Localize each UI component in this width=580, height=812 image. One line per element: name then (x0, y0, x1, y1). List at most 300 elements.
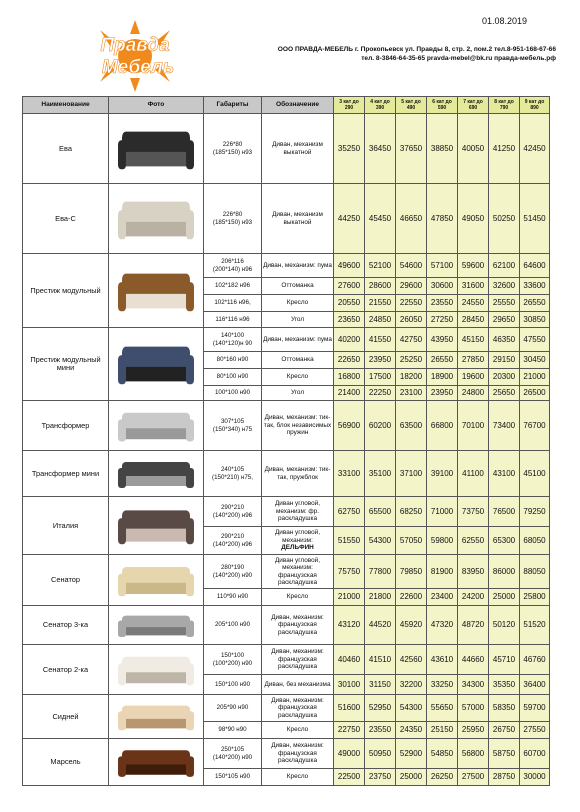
price-cell: 17500 (365, 369, 396, 386)
sofa-arm-right (186, 620, 194, 637)
price-cell: 33250 (427, 675, 458, 695)
document-date: 01.08.2019 (482, 16, 528, 26)
price-cell: 57100 (427, 254, 458, 278)
corner-sofa-pattern-icon (116, 500, 196, 552)
sofa-seat (120, 221, 192, 236)
sofa-arm-right (186, 711, 194, 730)
sofa-back (122, 567, 190, 585)
sofa-arm-left (118, 711, 126, 730)
price-cell: 26550 (427, 352, 458, 369)
table-row (23, 739, 550, 769)
price-cell: 39100 (427, 451, 458, 497)
price-cell: 54850 (427, 739, 458, 769)
product-description: Диван, механизм выкатной (262, 114, 334, 184)
sofa-arm-left (118, 355, 126, 384)
price-cell: 27250 (427, 312, 458, 328)
product-description: Угол (262, 312, 334, 328)
sofa-arm-left (118, 210, 126, 239)
price-cell: 22500 (334, 769, 365, 786)
price-cell: 57000 (458, 695, 489, 722)
price-cell: 49050 (458, 184, 489, 254)
table-row (23, 401, 550, 451)
price-cell: 43950 (427, 328, 458, 352)
price-cell: 18200 (396, 369, 427, 386)
product-description: Кресло (262, 769, 334, 786)
product-description: Оттоманка (262, 278, 334, 295)
price-cell: 70100 (458, 401, 489, 451)
price-cell: 83950 (458, 555, 489, 589)
price-cell: 27600 (334, 278, 365, 295)
corner-sofa-brown-icon (116, 262, 196, 320)
product-description: Диван, механизм: тик-так, блок независимых пружин (262, 401, 334, 451)
sofa-arm-left (118, 140, 126, 169)
price-cell: 44660 (458, 645, 489, 675)
price-cell: 42450 (520, 114, 550, 184)
price-cell: 58350 (489, 695, 520, 722)
product-name: Трансформер мини (23, 451, 109, 497)
product-description: Кресло (262, 722, 334, 739)
price-cell: 30600 (427, 278, 458, 295)
price-cell: 25250 (396, 352, 427, 369)
price-cell: 26250 (427, 769, 458, 786)
price-cell: 43610 (427, 645, 458, 675)
price-cell: 59800 (427, 527, 458, 555)
price-cell: 21000 (334, 589, 365, 606)
product-description: Диван угловой, механизм: ДЕЛЬФИН (262, 527, 334, 555)
price-cell: 42560 (396, 645, 427, 675)
product-size: 110*90 н90 (204, 589, 262, 606)
price-cell: 35100 (365, 451, 396, 497)
price-cell: 45710 (489, 645, 520, 675)
product-size: 80*100 н90 (204, 369, 262, 386)
price-cell: 22250 (365, 386, 396, 401)
product-photo (109, 401, 204, 451)
product-name: Сенатор 3-ка (23, 606, 109, 645)
header-cat-7: 7 кат до 690 (458, 97, 489, 114)
product-size: 150*100 (100*200) н90 (204, 645, 262, 675)
price-cell: 30000 (520, 769, 550, 786)
product-size: 80*160 н90 (204, 352, 262, 369)
price-cell: 51450 (520, 184, 550, 254)
product-size: 116*116 н96 (204, 312, 262, 328)
price-cell: 30100 (334, 675, 365, 695)
product-description: Диван, механизм выкатной (262, 184, 334, 254)
price-cell: 54300 (365, 527, 396, 555)
product-description: Диван, механизм: пума (262, 254, 334, 278)
price-cell: 60700 (520, 739, 550, 769)
header-name: Наименование (23, 97, 109, 114)
sofa-light-icon (116, 190, 196, 248)
price-cell: 81900 (427, 555, 458, 589)
sofa-pattern-icon (116, 454, 196, 494)
price-cell: 59700 (520, 695, 550, 722)
price-cell: 19600 (458, 369, 489, 386)
price-cell: 37650 (396, 114, 427, 184)
product-description: Угол (262, 386, 334, 401)
header-desc: Обозначение (262, 97, 334, 114)
price-cell: 35250 (334, 114, 365, 184)
header-cat-8: 8 кат до 790 (489, 97, 520, 114)
price-cell: 79250 (520, 497, 550, 527)
price-cell: 52900 (396, 739, 427, 769)
price-cell: 36400 (520, 675, 550, 695)
price-cell: 30850 (520, 312, 550, 328)
price-cell: 62550 (458, 527, 489, 555)
price-cell: 46650 (396, 184, 427, 254)
sofa-arm-right (186, 756, 194, 777)
price-cell: 79850 (396, 555, 427, 589)
sofa-back (122, 131, 190, 154)
product-photo (109, 695, 204, 739)
price-cell: 54300 (396, 695, 427, 722)
product-size: 150*100 н90 (204, 675, 262, 695)
price-cell: 30450 (520, 352, 550, 369)
price-cell: 18900 (427, 369, 458, 386)
price-cell: 40460 (334, 645, 365, 675)
price-cell: 22550 (396, 295, 427, 312)
product-name: Ева-С (23, 184, 109, 254)
product-description: Оттоманка (262, 352, 334, 369)
sofa-back (122, 656, 190, 674)
product-size: 290*210 (140*200) н96 (204, 497, 262, 527)
price-cell: 48720 (458, 606, 489, 645)
product-photo (109, 497, 204, 555)
price-cell: 33600 (520, 278, 550, 295)
price-cell: 56800 (458, 739, 489, 769)
price-cell: 16800 (334, 369, 365, 386)
price-cell: 42750 (396, 328, 427, 352)
price-cell: 26750 (489, 722, 520, 739)
price-cell: 73750 (458, 497, 489, 527)
sofa-seat (120, 428, 192, 439)
price-cell: 49000 (334, 739, 365, 769)
product-size: 226*80 (185*150) н93 (204, 184, 262, 254)
price-cell: 47550 (520, 328, 550, 352)
price-cell: 66800 (427, 401, 458, 451)
price-table (22, 96, 550, 786)
price-cell: 28450 (458, 312, 489, 328)
sofa-back (122, 347, 190, 370)
sofa-grey-icon (116, 404, 196, 448)
table-row (23, 695, 550, 722)
product-size: 140*100 (140*120)н 90 (204, 328, 262, 352)
sofa-arm-right (186, 419, 194, 441)
product-name: Престиж модульный (23, 254, 109, 328)
product-size: 205*100 н90 (204, 606, 262, 645)
price-cell: 21550 (365, 295, 396, 312)
price-cell: 54600 (396, 254, 427, 278)
price-cell: 37100 (396, 451, 427, 497)
sofa-arm-right (186, 663, 194, 685)
price-cell: 22650 (334, 352, 365, 369)
sofa-silver-icon (116, 609, 196, 642)
sofa-seat (120, 476, 192, 486)
product-name: Сенатор (23, 555, 109, 606)
price-cell: 23950 (365, 352, 396, 369)
product-name: Сенатор 2-ка (23, 645, 109, 695)
price-cell: 50950 (365, 739, 396, 769)
price-cell: 47850 (427, 184, 458, 254)
sofa-seat (120, 718, 192, 728)
sofa-back (122, 750, 190, 766)
price-cell: 60200 (365, 401, 396, 451)
price-cell: 34300 (458, 675, 489, 695)
price-cell: 23750 (365, 769, 396, 786)
product-size: 102*116 н96, (204, 295, 262, 312)
product-size: 98*90 н90 (204, 722, 262, 739)
price-cell: 25800 (520, 589, 550, 606)
product-photo (109, 555, 204, 606)
product-name: Италия (23, 497, 109, 555)
sofa-back (122, 705, 190, 720)
price-cell: 45920 (396, 606, 427, 645)
product-name: Марсель (23, 739, 109, 786)
sofa-seat (120, 293, 192, 308)
sofa-arm-left (118, 419, 126, 441)
product-photo (109, 645, 204, 695)
price-cell: 52100 (365, 254, 396, 278)
price-cell: 22600 (396, 589, 427, 606)
price-cell: 31150 (365, 675, 396, 695)
sofa-back (122, 510, 190, 531)
price-cell: 33100 (334, 451, 365, 497)
table-row (23, 555, 550, 589)
price-cell: 41100 (458, 451, 489, 497)
price-cell: 24800 (458, 386, 489, 401)
price-cell: 28750 (489, 769, 520, 786)
price-cell: 45150 (458, 328, 489, 352)
sofa-arm-right (186, 468, 194, 488)
price-cell: 27500 (458, 769, 489, 786)
product-photo (109, 606, 204, 645)
price-cell: 51520 (520, 606, 550, 645)
price-cell: 57050 (396, 527, 427, 555)
header-cat-9: 9 кат до 890 (520, 97, 550, 114)
product-size: 100*100 н90 (204, 386, 262, 401)
product-description: Диван, механизм: французская раскладушка (262, 739, 334, 769)
table-row (23, 184, 550, 254)
price-cell: 88050 (520, 555, 550, 589)
price-cell: 44520 (365, 606, 396, 645)
product-photo (109, 328, 204, 401)
price-cell: 21000 (520, 369, 550, 386)
price-cell: 46350 (489, 328, 520, 352)
price-cell: 43120 (334, 606, 365, 645)
price-cell: 44250 (334, 184, 365, 254)
price-cell: 41510 (365, 645, 396, 675)
table-header-row (23, 97, 550, 114)
price-cell: 86000 (489, 555, 520, 589)
price-cell: 52950 (365, 695, 396, 722)
price-cell: 45100 (520, 451, 550, 497)
sofa-arm-left (118, 518, 126, 544)
price-cell: 31600 (458, 278, 489, 295)
price-cell: 62100 (489, 254, 520, 278)
product-size: 240*105 (150*210) н75, (204, 451, 262, 497)
product-size: 205*90 н90 (204, 695, 262, 722)
product-name: Престиж модульный мини (23, 328, 109, 401)
header-cat-6: 6 кат до 590 (427, 97, 458, 114)
price-cell: 76700 (520, 401, 550, 451)
product-photo (109, 254, 204, 328)
price-cell: 45450 (365, 184, 396, 254)
sofa-arm-left (118, 282, 126, 311)
price-cell: 65500 (365, 497, 396, 527)
sofa-seat (120, 367, 192, 382)
price-cell: 24850 (365, 312, 396, 328)
price-cell: 23950 (427, 386, 458, 401)
product-description: Диван, механизм: тик-так, пружблок (262, 451, 334, 497)
product-photo (109, 451, 204, 497)
price-cell: 23100 (396, 386, 427, 401)
price-cell: 38850 (427, 114, 458, 184)
price-cell: 71000 (427, 497, 458, 527)
sofa-seat (120, 582, 192, 593)
price-cell: 58750 (489, 739, 520, 769)
price-cell: 41250 (489, 114, 520, 184)
product-description: Диван, механизм: французская раскладушка (262, 606, 334, 645)
sofa-seat (120, 528, 192, 541)
price-cell: 76500 (489, 497, 520, 527)
header-cat-3: 3 кат до 290 (334, 97, 365, 114)
sofa-arm-right (186, 210, 194, 239)
sofa-arm-left (118, 663, 126, 685)
product-photo (109, 739, 204, 786)
price-cell: 77800 (365, 555, 396, 589)
price-cell: 27850 (458, 352, 489, 369)
sofa-arm-left (118, 573, 126, 596)
sofa-arm-right (186, 355, 194, 384)
header-cat-5: 5 кат до 490 (396, 97, 427, 114)
price-cell: 20300 (489, 369, 520, 386)
price-cell: 49600 (334, 254, 365, 278)
price-cell: 65300 (489, 527, 520, 555)
product-description: Диван, механизм: французская раскладушка (262, 645, 334, 675)
sofa-arm-left (118, 468, 126, 488)
product-description: Диван, механизм: пума (262, 328, 334, 352)
price-cell: 68250 (396, 497, 427, 527)
table-row (23, 606, 550, 645)
product-size: 206*116 (200*140) н96 (204, 254, 262, 278)
price-cell: 25650 (489, 386, 520, 401)
company-info (226, 45, 556, 63)
price-cell: 29650 (489, 312, 520, 328)
logo-line2: Мебель (101, 57, 175, 78)
price-cell: 51550 (334, 527, 365, 555)
sofa-dark-icon (116, 120, 196, 178)
sofa-back (122, 462, 190, 478)
product-description: Кресло (262, 295, 334, 312)
sofa-arm-left (118, 620, 126, 637)
product-description: Диван, без механизма (262, 675, 334, 695)
sofa-seat (120, 151, 192, 166)
table-row (23, 497, 550, 527)
sofa-arm-right (186, 282, 194, 311)
table-row (23, 114, 550, 184)
product-size: 150*105 н90 (204, 769, 262, 786)
product-description: Диван угловой, механизм: французская раскладушка (262, 555, 334, 589)
price-cell: 21400 (334, 386, 365, 401)
price-cell: 63500 (396, 401, 427, 451)
price-cell: 43100 (489, 451, 520, 497)
company-logo-icon (60, 20, 210, 92)
price-cell: 24200 (458, 589, 489, 606)
price-cell: 68050 (520, 527, 550, 555)
sofa-white-icon (116, 648, 196, 692)
price-cell: 25150 (427, 722, 458, 739)
price-cell: 25550 (489, 295, 520, 312)
product-description: Кресло (262, 589, 334, 606)
price-cell: 32200 (396, 675, 427, 695)
sofa-back (122, 412, 190, 430)
sofa-seat (120, 672, 192, 683)
price-cell: 36450 (365, 114, 396, 184)
sofa-arm-right (186, 518, 194, 544)
sofa-seat (120, 627, 192, 635)
price-cell: 24350 (396, 722, 427, 739)
price-cell: 29600 (396, 278, 427, 295)
product-size: 250*105 (140*200) н90 (204, 739, 262, 769)
sofa-back (122, 201, 190, 224)
product-name: Ева (23, 114, 109, 184)
sofa-cream-icon (116, 698, 196, 736)
price-cell: 50250 (489, 184, 520, 254)
price-cell: 56900 (334, 401, 365, 451)
sofa-seat (120, 764, 192, 774)
sofa-arm-right (186, 140, 194, 169)
company-address: ООО ПРАВДА-МЕБЕЛЬ г. Прокопьевск ул. Правды 8, стр. 2, пом.2 тел.8-951-168-67-66 (277, 46, 556, 53)
price-cell: 40050 (458, 114, 489, 184)
header-size: Габариты (204, 97, 262, 114)
price-cell: 26050 (396, 312, 427, 328)
price-cell: 32600 (489, 278, 520, 295)
price-cell: 64600 (520, 254, 550, 278)
price-cell: 23400 (427, 589, 458, 606)
price-cell: 62750 (334, 497, 365, 527)
price-cell: 51600 (334, 695, 365, 722)
price-cell: 23550 (427, 295, 458, 312)
sofa-brown-icon (116, 742, 196, 783)
header-cat-4: 4 кат до 390 (365, 97, 396, 114)
price-cell: 46760 (520, 645, 550, 675)
price-cell: 24550 (458, 295, 489, 312)
product-description: Диван, механизм: французская раскладушка (262, 695, 334, 722)
product-size: 290*210 (140*200) н96 (204, 527, 262, 555)
product-size: 280*190 (140*200) н90 (204, 555, 262, 589)
logo-line1: Правда (100, 35, 170, 56)
price-cell: 22750 (334, 722, 365, 739)
sofa-arm-right (186, 573, 194, 596)
price-cell: 27550 (520, 722, 550, 739)
product-size: 102*182 н96 (204, 278, 262, 295)
price-cell: 25000 (489, 589, 520, 606)
price-cell: 59600 (458, 254, 489, 278)
product-description: Кресло (262, 369, 334, 386)
price-cell: 47320 (427, 606, 458, 645)
company-contacts: тел. 8-3846-64-35-65 pravda-mebel@bk.ru правда-мебель.рф (361, 55, 556, 62)
price-cell: 55650 (427, 695, 458, 722)
product-name: Сидней (23, 695, 109, 739)
header-photo: Фото (109, 97, 204, 114)
price-cell: 35350 (489, 675, 520, 695)
price-cell: 26500 (520, 386, 550, 401)
corner-sofa-beige-icon (116, 558, 196, 603)
price-cell: 29150 (489, 352, 520, 369)
table-row (23, 328, 550, 352)
sofa-arm-left (118, 756, 126, 777)
corner-sofa-blue-icon (116, 335, 196, 393)
price-cell: 41550 (365, 328, 396, 352)
